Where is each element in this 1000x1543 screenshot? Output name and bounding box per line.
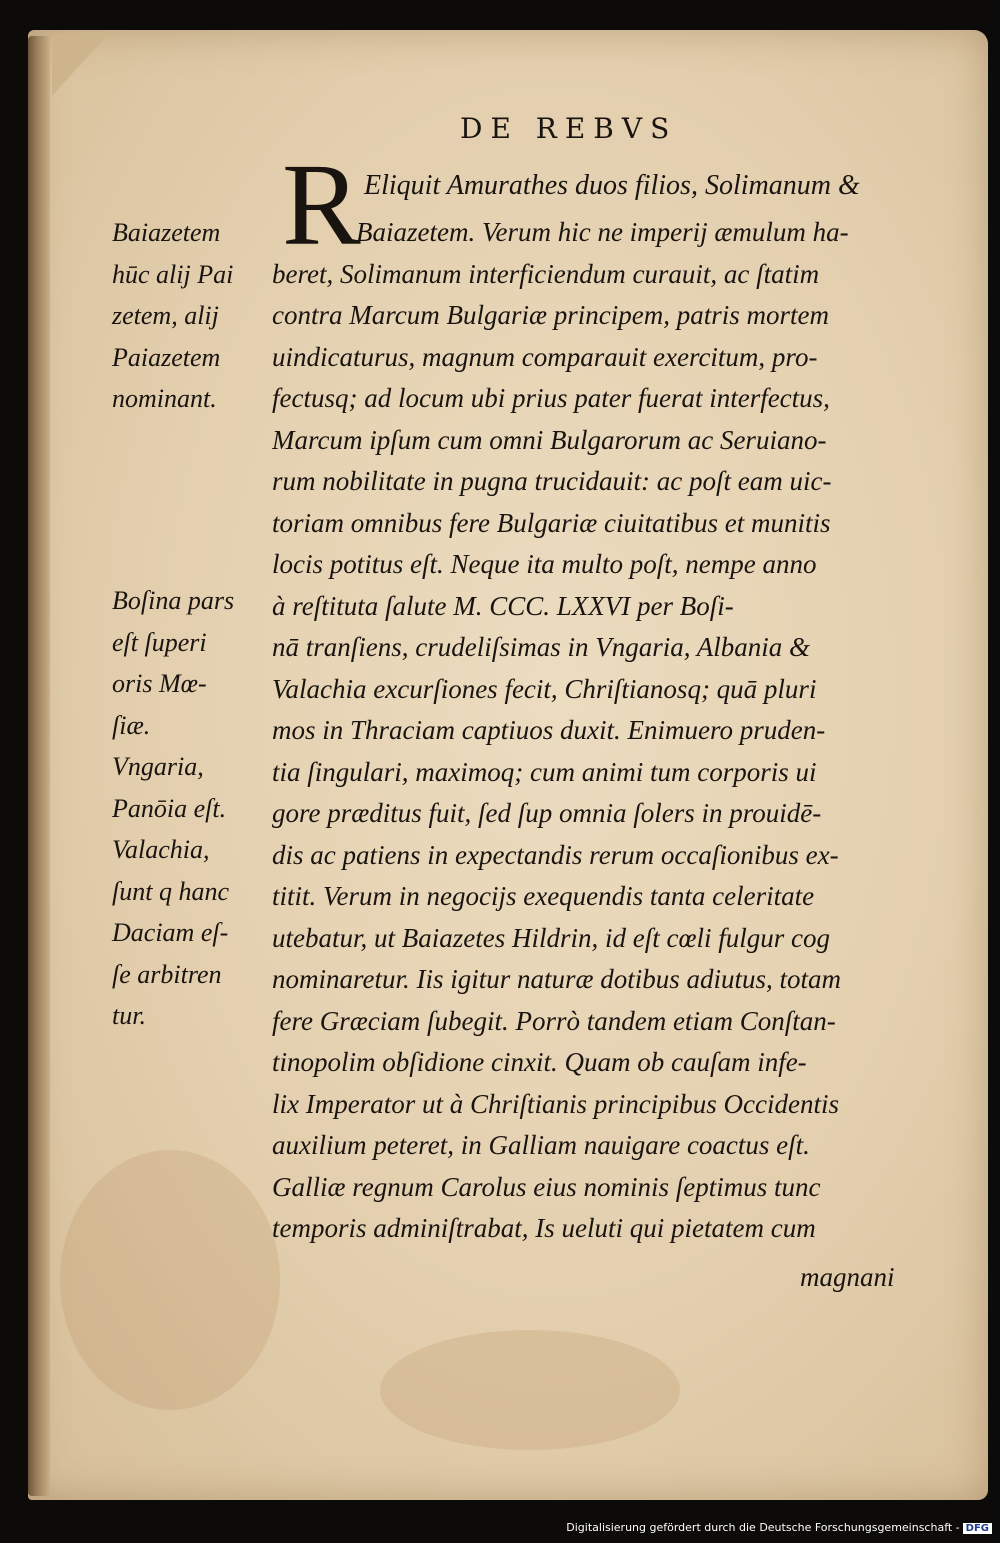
text-line: Baiazetem. Verum hic ne imperij æmulum ha- [356, 217, 849, 247]
text-line: nominaretur. Iis igitur naturæ dotibus adiutus, totam [272, 964, 842, 994]
marginal-line: Panōia eſt. [112, 793, 227, 823]
text-line: beret, Solimanum interficiendum curauit, ac ſtatim [272, 258, 820, 289]
marginal-line: Daciam eſ- [112, 918, 229, 947]
text-line: dis ac patiens in expectandis rerum occaſionibus ex- [272, 839, 839, 870]
text-line: fectusq; ad locum ubi prius pater fuerat interfectus, [272, 383, 830, 413]
marginal-note [112, 212, 272, 420]
credit-text: Digitalisierung gefördert durch die Deutsche Forschungsgemeinschaft - [566, 1521, 960, 1534]
page-stain [60, 1150, 280, 1410]
text-line: auxilium peteret, in Galliam nauigare coactus eſt. [272, 1130, 810, 1160]
marginal-line: Vngaria, [112, 752, 204, 781]
text-line: à reſtituta ſalute M. CCC. LXXVI per Boſi- [272, 590, 734, 621]
text-line: toriam omnibus fere Bulgariæ ciuitatibus et munitis [272, 507, 831, 538]
text-line: tia ſingulari, maximoq; cum animi tum corporis ui [272, 756, 817, 787]
page-edge [28, 36, 50, 1496]
digitization-credit [566, 1521, 992, 1539]
marginal-line: eſt ſuperi [112, 627, 207, 657]
text-line: gore præditus fuit, ſed ſup omnia ſolers in prouidē- [272, 798, 822, 828]
text-line: contra Marcum Bulgariæ principem, patris mortem [272, 300, 829, 330]
marginal-line: tur. [112, 1001, 146, 1030]
marginal-line: hūc alij Pai [112, 259, 234, 289]
marginal-line: nominant. [112, 384, 217, 413]
drop-capital: R [282, 139, 361, 270]
marginal-line: Valachia, [112, 835, 210, 864]
marginal-line: ſiæ. [112, 710, 151, 740]
text-line: uindicaturus, magnum comparauit exercitum, pro- [272, 341, 818, 372]
text-line: temporis adminiſtrabat, Is ueluti qui pietatem cum [272, 1213, 816, 1243]
corner-fold [52, 34, 108, 96]
text-line: Marcum ipſum cum omni Bulgarorum ac Seruiano- [272, 424, 827, 455]
marginal-note [112, 580, 272, 1037]
text-line: lix Imperator ut à Chriſtianis principibus Occidentis [272, 1088, 839, 1119]
dfg-logo: DFG [963, 1523, 992, 1534]
catchword: magnani [800, 1262, 895, 1292]
text-line: locis potitus eſt. Neque ita multo poſt, nempe anno [272, 549, 817, 579]
marginal-line: Baiazetem [112, 218, 221, 247]
running-header: DE REBVS [460, 112, 678, 145]
text-line: Galliæ regnum Carolus eius nominis ſeptimus tunc [272, 1171, 821, 1202]
text-line: fere Græciam ſubegit. Porrò tandem etiam Conſtan- [272, 1005, 836, 1036]
text-line: utebatur, ut Baiazetes Hildrin, id eſt cœli fulgur cog [272, 922, 830, 953]
text-line: titit. Verum in negocijs exequendis tanta celeritate [272, 881, 815, 911]
text-line: rum nobilitate in pugna trucidauit: ac poſt eam uic- [272, 466, 832, 496]
marginal-line: ſe arbitren [112, 959, 222, 989]
text-line: mos in Thraciam captiuos duxit. Enimuero pruden- [272, 715, 826, 745]
marginal-line: oris Mœ- [112, 669, 207, 698]
marginal-line: zetem, alij [112, 301, 219, 330]
first-line: Eliquit Amurathes duos filios, Solimanum & [364, 170, 860, 201]
marginal-line: Paiazetem [112, 342, 221, 372]
text-line: Valachia excurſiones fecit, Chriſtianosq; quā pluri [272, 673, 817, 704]
marginal-line: ſunt q hanc [112, 876, 229, 906]
marginal-line: Boſina pars [112, 586, 235, 615]
page-stain [380, 1330, 680, 1450]
main-text [272, 212, 922, 1250]
text-line: nā tranſiens, crudeliſsimas in Vngaria, Albania & [272, 632, 811, 662]
text-line: tinopolim obſidione cinxit. Quam ob cauſam infe- [272, 1047, 807, 1077]
